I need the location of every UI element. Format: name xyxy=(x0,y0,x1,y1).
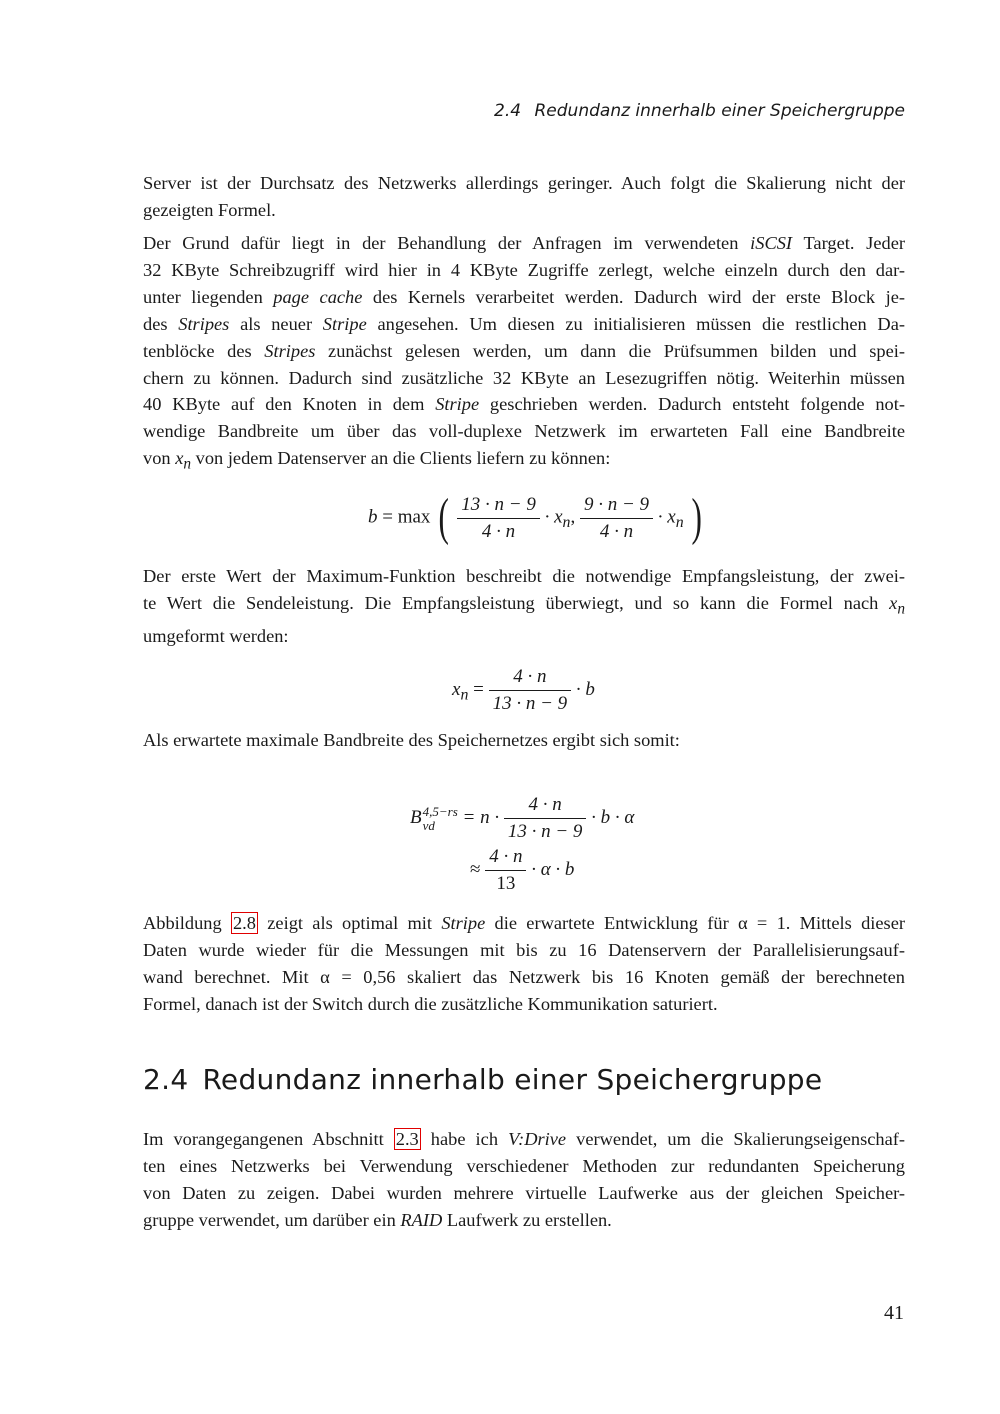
figure-reference-link[interactable]: 2.8 xyxy=(232,913,256,933)
paragraph-line: von $x_n$ von jedem Datenserver an die Clients liefern zu können: xyxy=(143,448,611,473)
running-head xyxy=(494,101,905,121)
paragraph-line: umgeformt werden: xyxy=(143,626,289,647)
fraction: $\frac{4 \cdot n}{13}$ xyxy=(485,846,526,895)
paragraph-6 xyxy=(143,1126,905,1234)
running-head-title: Redundanz innerhalb einer Speichergruppe xyxy=(534,101,905,121)
paragraph-line: 40 KByte auf den Knoten in dem Stripe geschrieben werden. Dadurch entsteht folgende not- xyxy=(143,394,905,415)
equation-approximation: ≈ $\frac{4 \cdot n}{13}$ · α · b xyxy=(470,846,575,894)
section-number: 2.4 xyxy=(143,1063,189,1096)
running-head-number: 2.4 xyxy=(494,101,522,121)
paragraph-1 xyxy=(143,170,905,224)
paragraph-line: von Daten zu zeigen. Dabei wurden mehrere virtuelle Laufwerke aus der gleichen Speicher- xyxy=(143,1182,905,1203)
paragraph-line: Daten wurde wieder für die Messungen mit bis zu 16 Datenservern der Parallelisierungsauf- xyxy=(143,939,905,960)
paragraph-line: wendige Bandbreite um über das voll-duplexe Netzwerk im erwarteten Fall eine Bandbreite xyxy=(143,421,905,442)
fraction: $\frac{4 \cdot n}{13 \cdot n - 9}$ xyxy=(504,794,587,843)
paragraph-2 xyxy=(143,230,905,479)
paragraph-line: tenblöcke des Stripes zunächst gelesen werden, um dann die Prüfsummen bilden und spei- xyxy=(143,340,905,361)
section-reference-link[interactable]: 2.3 xyxy=(395,1129,419,1149)
fraction: $\frac{13 \cdot n - 9}{4 \cdot n}$ xyxy=(457,494,540,543)
paragraph-line: des Stripes als neuer Stripe angesehen. Um diesen zu initialisieren müssen die restlichen Da- xyxy=(143,313,905,334)
section-title: Redundanz innerhalb einer Speichergruppe xyxy=(202,1063,823,1096)
paragraph-line: Der Grund dafür liegt in der Behandlung der Anfragen im verwendeten iSCSI Target. Jeder xyxy=(143,233,905,253)
fraction: $\frac{9 \cdot n - 9}{4 \cdot n}$ xyxy=(580,494,653,543)
paragraph-3 xyxy=(143,563,905,650)
fraction: $\frac{4 \cdot n}{13 \cdot n - 9}$ xyxy=(489,666,572,715)
section-heading xyxy=(143,1063,822,1096)
paragraph-line: Als erwartete maximale Bandbreite des Speichernetzes ergibt sich somit: xyxy=(143,730,680,750)
page-number: 41 xyxy=(884,1302,904,1324)
equation-expected-bandwidth: B 4,5−rs vd = n · $\frac{4 \cdot n}{13 \cdot n - 9}$ · b · α xyxy=(410,794,635,842)
paragraph-line: Abbildung 2.8 zeigt als optimal mit Stripe die erwartete Entwicklung für α = 1. Mittels dieser xyxy=(143,913,905,933)
paragraph-line: Im vorangegangenen Abschnitt 2.3 habe ich V:Drive verwendet, um die Skalierungseigenschaf- xyxy=(143,1129,906,1149)
paragraph-line: 32 KByte Schreibzugriff wird hier in 4 KByte Zugriffe zerlegt, welche einzeln durch den dar- xyxy=(143,259,905,280)
equation-bandwidth-max: b = max ( $\frac{13 \cdot n - 9}{4 \cdot n}$ · $x_n$, $\frac{9 \cdot n - 9}{4 \cdot n}$ · $x_n$ ) xyxy=(368,489,703,546)
paragraph-line: ten eines Netzwerks bei Verwendung verschiedener Methoden zur redundanten Speicherung xyxy=(143,1155,905,1176)
paragraph-line: te Wert die Sendeleistung. Die Empfangsleistung überwiegt, und so kann die Formel nach $x_n$ xyxy=(143,592,905,618)
paragraph-4 xyxy=(143,727,905,754)
equation-xn: $x_n$ = $\frac{4 \cdot n}{13 \cdot n - 9}$ · b xyxy=(452,666,595,714)
paragraph-line: unter liegenden page cache des Kernels verarbeitet werden. Dadurch wird der erste Block je- xyxy=(143,286,905,307)
paragraph-5 xyxy=(143,910,905,1018)
paragraph-line: gezeigten Formel. xyxy=(143,199,276,220)
paragraph-line: Server ist der Durchsatz des Netzwerks allerdings geringer. Auch folgt die Skalierung nicht der xyxy=(143,173,905,193)
paragraph-line: gruppe verwendet, um darüber ein RAID Laufwerk zu erstellen. xyxy=(143,1209,612,1230)
paragraph-line: Formel, danach ist der Switch durch die zusätzliche Kommunikation saturiert. xyxy=(143,993,718,1014)
paragraph-line: chern zu können. Dadurch sind zusätzliche 32 KByte an Lesezugriffen nötig. Weiterhin müssen xyxy=(143,367,905,388)
paragraph-line: wand berechnet. Mit α = 0,56 skaliert das Netzwerk bis 16 Knoten gemäß der berechneten xyxy=(143,966,905,987)
paragraph-line: Der erste Wert der Maximum-Funktion beschreibt die notwendige Empfangsleistung, der zwei- xyxy=(143,566,905,586)
